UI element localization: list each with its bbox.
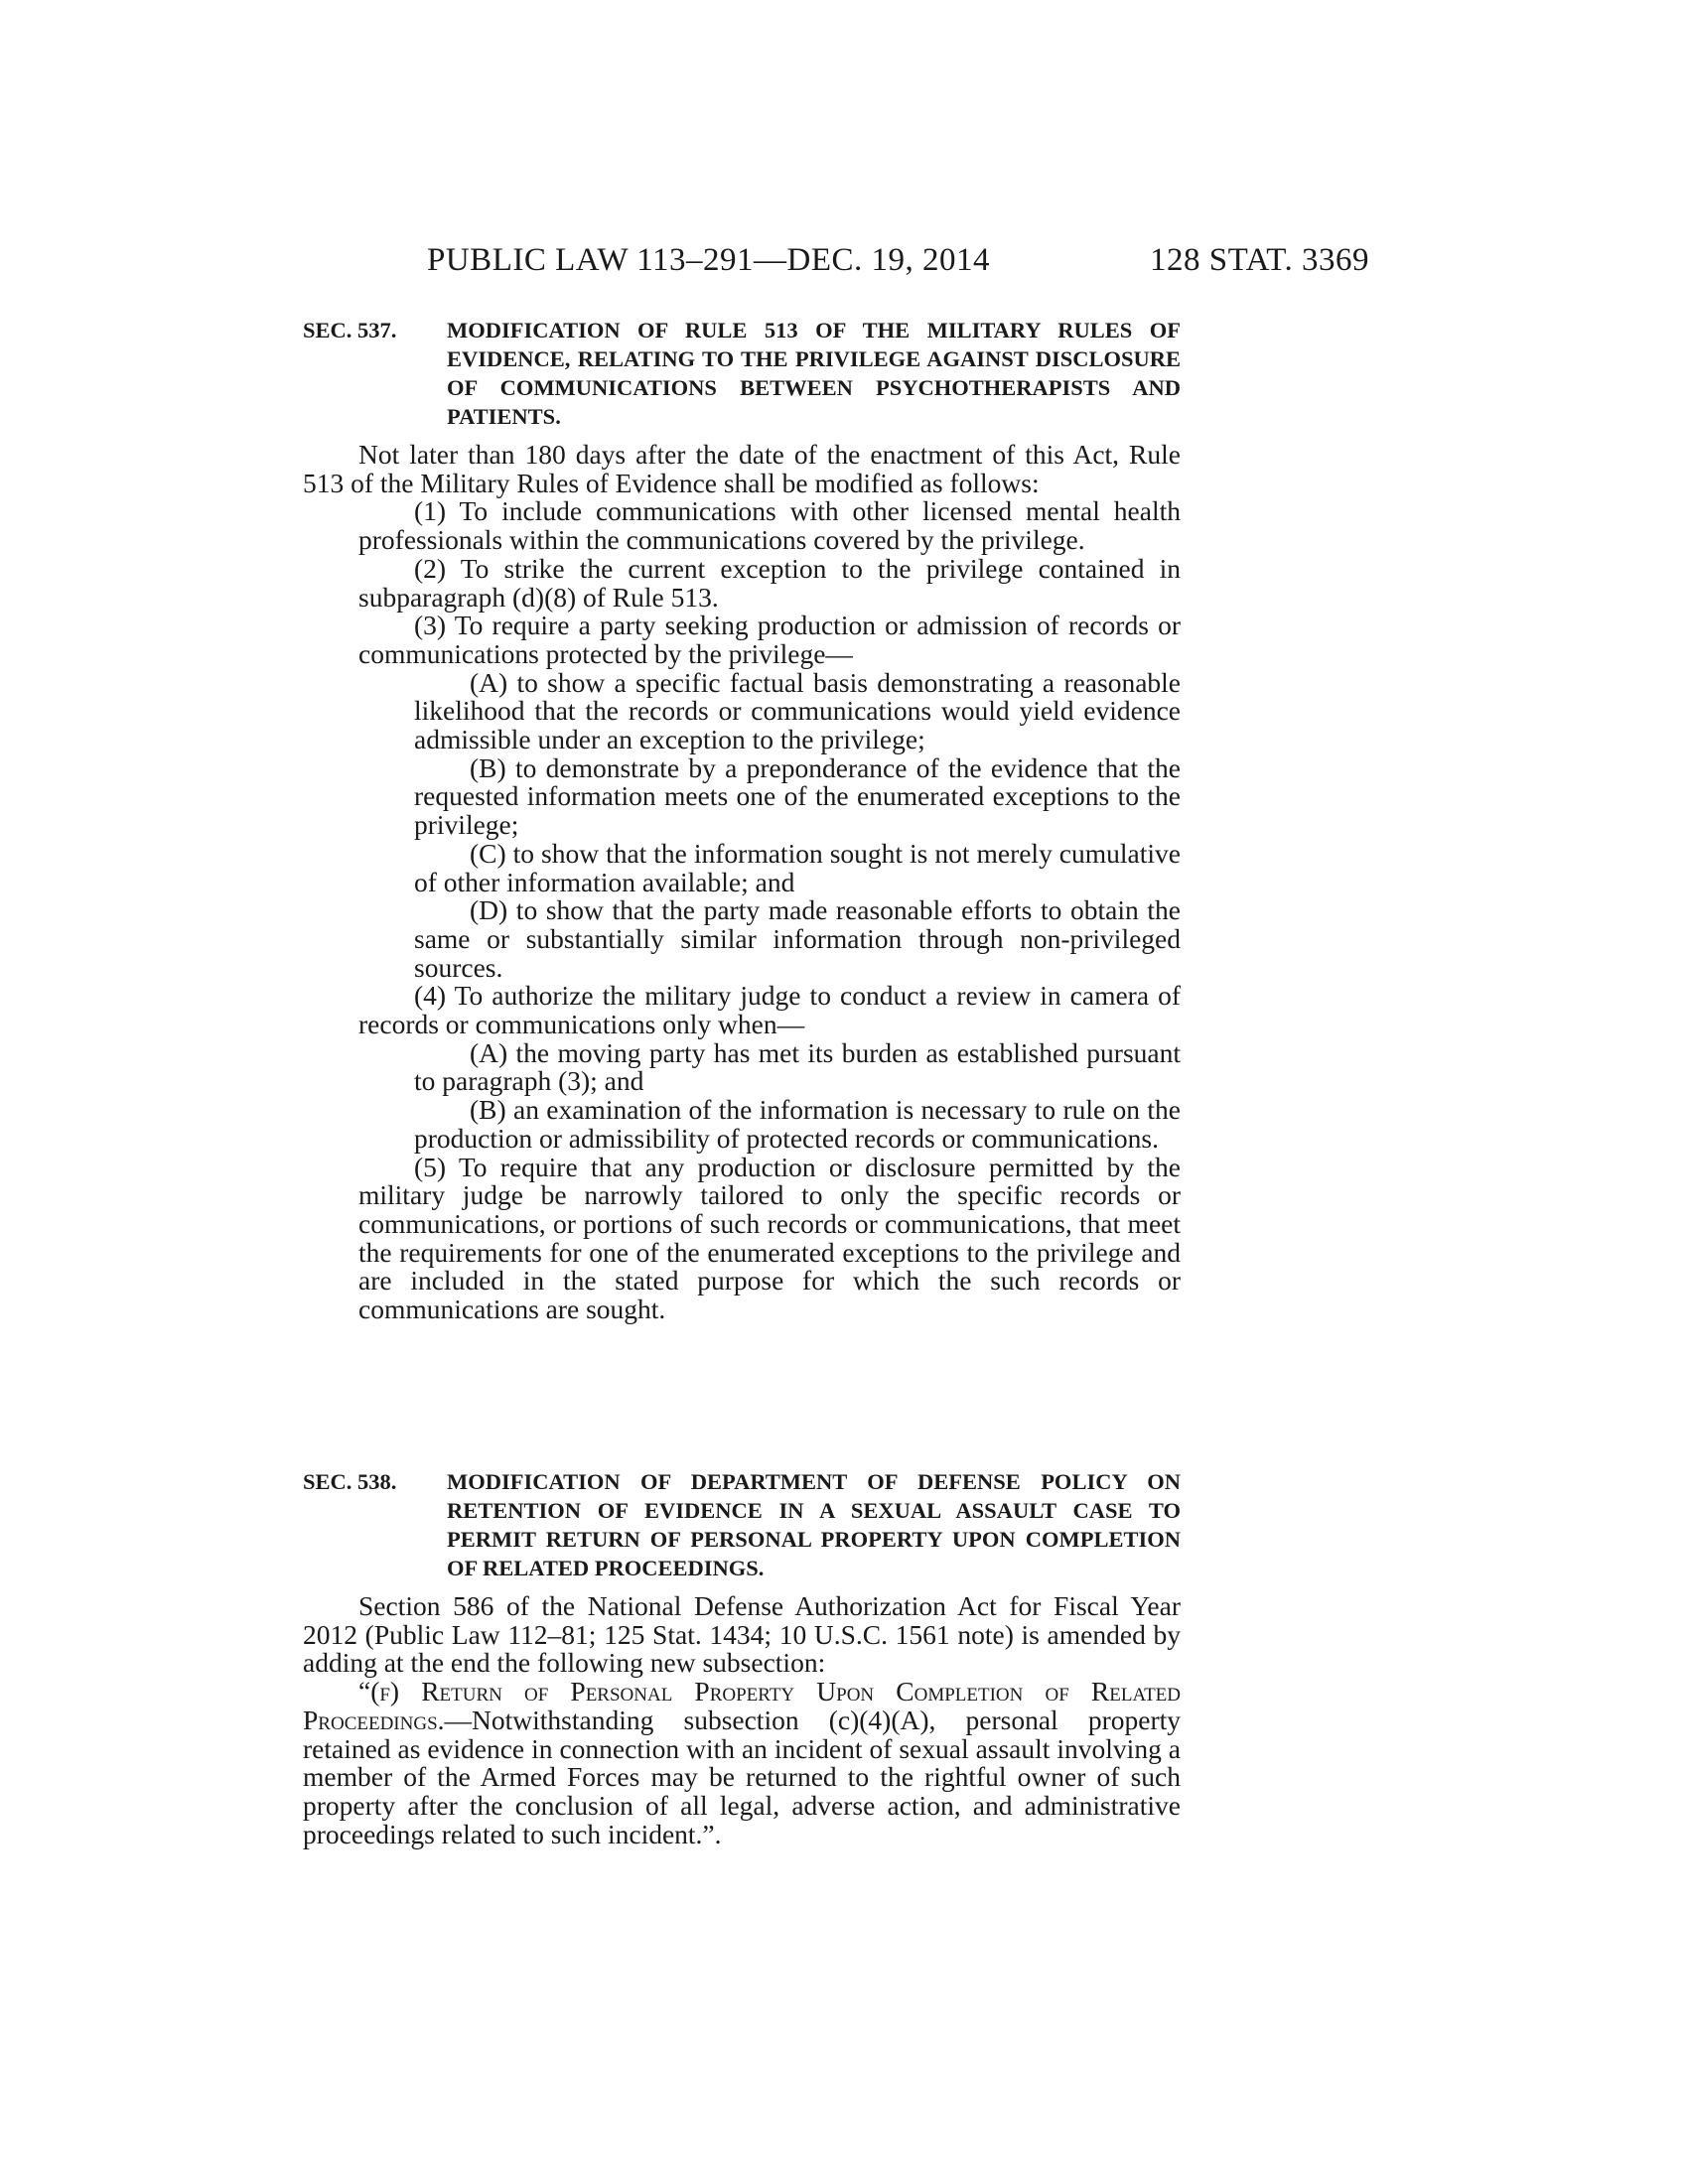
running-header-law: PUBLIC LAW 113–291—DEC. 19, 2014: [427, 242, 991, 278]
section-538-heading: [303, 1467, 1181, 1582]
section-538-title: MODIFICATION OF DEPARTMENT OF DEFENSE POLICY ON RETENTION OF EVIDENCE IN A SEXUAL ASSAULT CASE TO PERMIT RETURN OF PERSONAL PROPERTY UPON COMPLETION OF RELATED PROCEEDINGS.: [447, 1469, 1181, 1580]
new-subsection-f: [303, 1678, 1181, 1848]
subsection-f-heading: “(f) Return of Personal Property Upon Completion of Related Proceedings.: [303, 1676, 1181, 1735]
paragraph-1: [358, 497, 1181, 554]
paragraph-4: (4) To authorize the military judge to conduct a review in camera of records or communications only when—: [358, 980, 1181, 1040]
section-537-title: MODIFICATION OF RULE 513 OF THE MILITARY RULES OF EVIDENCE, RELATING TO THE PRIVILEGE AGAINST DISCLOSURE OF COMMUNICATIONS BETWEEN PSYCHOTHERAPISTS AND PATIENTS.: [447, 318, 1181, 429]
section-537-heading: [303, 316, 1181, 431]
running-header-stat: 128 STAT. 3369: [1150, 242, 1370, 278]
section-537-intro: Not later than 180 days after the date of the enactment of this Act, Rule 513 of the Military Rules of Evidence shall be modified as follows:: [303, 439, 1181, 498]
paragraph-5: (5) To require that any production or disclosure permitted by the military judge be narrowly tailored to only the specific records or communications, or portions of such records or communications, that meet the requirements for one of the enumerated exceptions to the privilege and are included in the stated purpose for which the such records or communications are sought.: [358, 1151, 1181, 1325]
subsection-f-text: —Notwithstanding subsection (c)(4)(A), personal property retained as evidence in connection with an incident of sexual assault involving a member of the Armed Forces may be returned to the rightful owner of such property after the conclusion of all legal, adverse action, and administrative proceedings related to such incident.”.: [303, 1704, 1181, 1849]
section-538-number: SEC. 538.: [303, 1469, 397, 1494]
paragraph-4b: (B) an examination of the information is necessary to rule on the production or admissibility of protected records or communications.: [414, 1094, 1181, 1154]
section-538-body: [303, 1592, 1181, 1848]
section-537-number: SEC. 537.: [303, 318, 397, 342]
paragraph-4a: (A) the moving party has met its burden as established pursuant to paragraph (3); and: [414, 1036, 1181, 1097]
paragraph-3c: (C) to show that the information sought is not merely cumulative of other information available; and: [414, 837, 1181, 897]
section-538-intro: Section 586 of the National Defense Authorization Act for Fiscal Year 2012 (Public Law 112–81; 125 Stat. 1434; 10 U.S.C. 1561 note) is amended by adding at the end the following new subsection:: [303, 1590, 1181, 1679]
paragraph-3b: (B) to demonstrate by a preponderance of the evidence that the requested information meets one of the enumerated exceptions to the privilege;: [414, 751, 1181, 841]
paragraph-2: (2) To strike the current exception to the privilege contained in subparagraph (d)(8) of Rule 513.: [358, 552, 1181, 613]
paragraph-3d: (D) to show that the party made reasonable efforts to obtain the same or substantially similar information through non-privileged sources.: [414, 894, 1181, 983]
section-537-body: [303, 441, 1181, 1324]
paragraph-3a: (A) to show a specific factual basis demonstrating a reasonable likelihood that the records or communications would yield evidence admissible under an exception to the privilege;: [414, 666, 1181, 755]
paragraph-3: (3) To require a party seeking production or admission of records or communications protected by the privilege—: [358, 610, 1181, 669]
paragraph-1-text: (1) To include communications with other licensed mental health professionals within the communications covered by the privilege.: [358, 495, 1181, 556]
